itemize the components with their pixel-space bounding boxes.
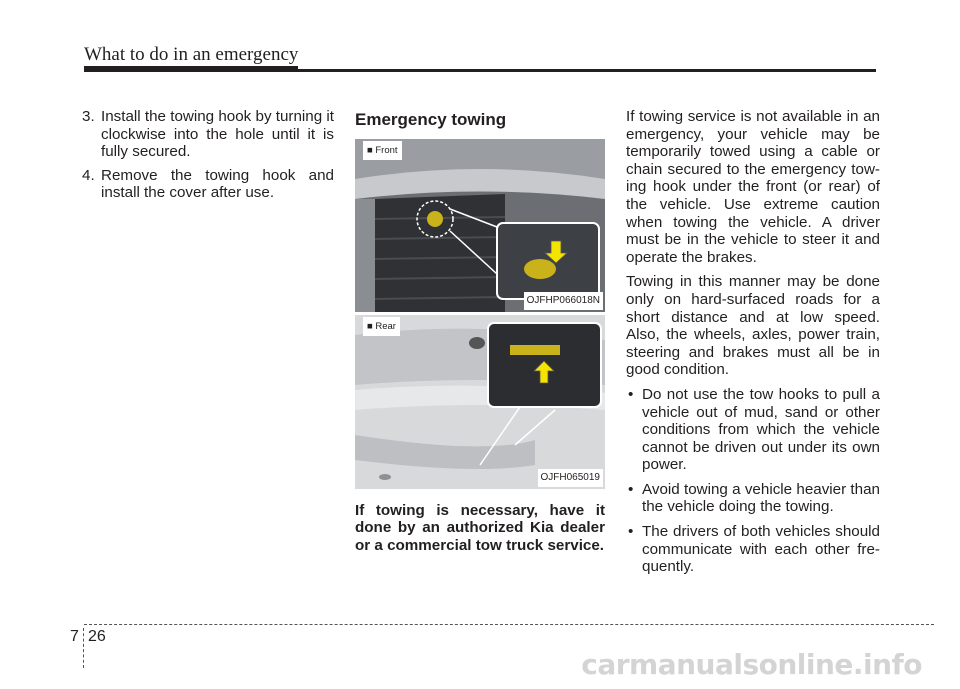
rear-figure-code: OJFH065019 <box>538 469 603 487</box>
middle-column <box>355 108 605 554</box>
step-3 <box>82 108 334 161</box>
paragraph: If towing service is not available in an emergency, your vehicle may be temporarily towed using a cable or chain secured to the emergency tow-ing hook under the front (or rear) of the vehicle. Use extreme caution when towing the vehicle. A driver must be in the vehicle to steer it and operate the brakes. <box>626 108 880 266</box>
front-tag: ■ Front <box>363 141 402 161</box>
front-photo <box>355 139 605 312</box>
bullet-item <box>626 523 880 576</box>
towing-service-note: If towing is necessary, have it done by an authorized Kia dealer or a commercial tow truck service. <box>355 501 605 554</box>
left-column <box>82 108 334 208</box>
front-bumper-illustration <box>355 139 605 312</box>
step-text: Remove the towing hook and install the cover after use. <box>101 166 334 202</box>
right-column <box>626 108 880 583</box>
bullet-text: Avoid towing a vehicle heavier than the vehicle doing the towing. <box>642 480 880 516</box>
bullet-marker: • <box>628 523 634 541</box>
header-rule <box>84 69 876 72</box>
rear-tag: ■ Rear <box>363 317 400 337</box>
towing-hook-figure <box>355 139 605 491</box>
bullet-item <box>626 481 880 516</box>
bullet-text: The drivers of both vehicles should communicate with each other fre-quently. <box>642 523 880 576</box>
bullet-marker: • <box>628 385 634 403</box>
step-4 <box>82 167 334 202</box>
page-number: 26 <box>88 628 106 645</box>
footer-rule <box>84 624 934 625</box>
bullet-text: Do not use the tow hooks to pull a vehicle out of mud, sand or other conditions from which the vehicle cannot be driven out under its own power. <box>642 385 880 474</box>
bullet-item <box>626 386 880 474</box>
step-number: 3. <box>82 108 95 125</box>
paragraph: Towing in this manner may be done only on hard-surfaced roads for a short distance and at low speed. Also, the wheels, axles, power train, steering and brakes must all be in good condition. <box>626 273 880 379</box>
rear-bumper-illustration <box>355 315 605 489</box>
bullet-marker: • <box>628 480 634 498</box>
section-title: Emergency towing <box>355 110 507 129</box>
rear-photo <box>355 315 605 489</box>
watermark: carmanualsonline.info <box>581 648 922 681</box>
footer-divider <box>83 628 84 668</box>
step-text: Install the towing hook by turning it clockwise into the hole until it is fully secured. <box>101 108 335 161</box>
page-header-title: What to do in an emergency <box>84 44 299 65</box>
front-figure-code: OJFHP066018N <box>524 292 603 310</box>
step-number: 4. <box>82 166 95 184</box>
chapter-number: 7 <box>70 628 79 645</box>
